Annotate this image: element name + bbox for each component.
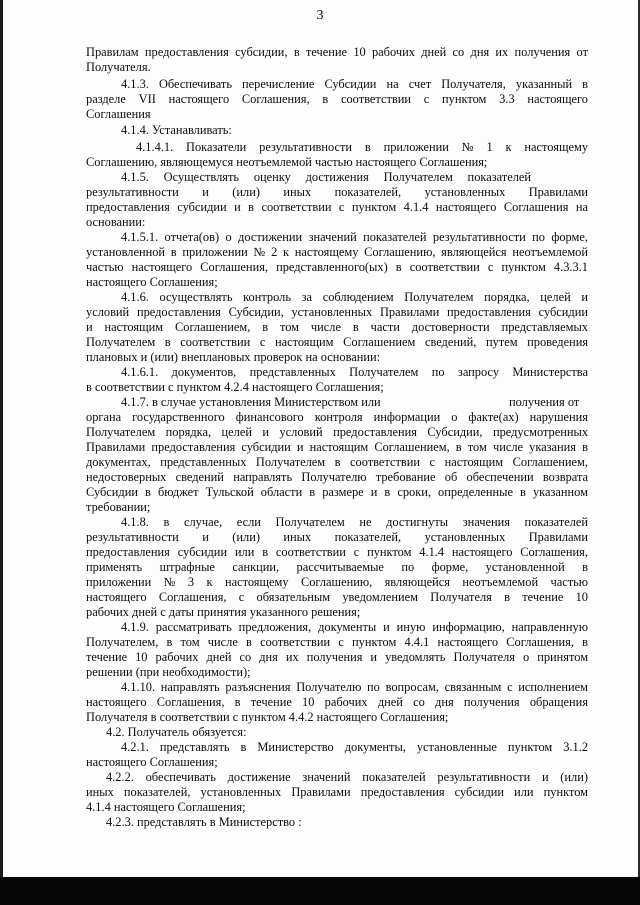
text-line: в соответствии с пунктом 4.2.4 настоящего Соглашения; (86, 380, 384, 394)
text-line: Субсидии в бюджет Тульской области в размере и в сроки, определенные в указанном (86, 485, 588, 499)
text-line: 4.1.9. рассматривать предложения, документы и иную информацию, направленную (121, 620, 588, 634)
scan-edge-left (0, 0, 3, 905)
text-line: установленной в приложении № 2 к настоящему Соглашению, являющейся неотъемлемой (86, 245, 589, 259)
text-line: результативности и (или) иных показателей, установленных Правилами (86, 185, 589, 199)
text-line: Получателя в соответствии с пунктом 4.4.2 настоящего Соглашения; (86, 710, 449, 724)
text-line: 4.2. Получатель обязуется: (106, 725, 247, 739)
text-line: плановых и (или) внеплановых проверок на основании: (86, 350, 381, 364)
text-line: Получателем, в том числе в соответствии с пунктом 4.4.1 настоящего Соглашения, в (86, 635, 589, 649)
text-line: частью настоящего Соглашения, представленного(ых) в соответствии с пунктом 4.3.3.1 (86, 260, 588, 274)
text-line: настоящего Соглашения; (86, 275, 218, 289)
text-line: Получателем в соответствии с настоящим Соглашением сведений, путем проведения (86, 335, 589, 349)
scan-bottom-band (0, 877, 640, 905)
text-line: недостоверных сведений направлять Получателю требование об обеспечении возврата (86, 470, 589, 484)
text-line: Правилами предоставления субсидии и настоящим Соглашением, в том числе указания в (86, 440, 588, 454)
text-line: приложении № 3 к настоящему Соглашению, являющейся неотъемлемой частью (86, 575, 589, 589)
text-line: требовании; (86, 500, 151, 514)
text-line: разделе VII настоящего Соглашения, в соответствии с пунктом 3.3 настоящего (86, 92, 588, 106)
text-line: 4.1.10. направлять разъяснения Получателю по вопросам, связанным с исполнением (121, 680, 588, 694)
text-line: настоящего Соглашения, в течение 10 рабочих дней со дня получения обращения (86, 695, 589, 709)
text-line: 4.1.5. Осуществлять оценку достижения Получателем показателей (121, 170, 532, 184)
text-line: течение 10 рабочих дней со дня их получения и уведомлять Получателя о принятом (86, 650, 589, 664)
text-line: документах, представленных Получателем в соответствии с настоящим Соглашением, (86, 455, 588, 469)
page-number: 3 (316, 8, 324, 23)
text-line: 4.2.1. представлять в Министерство документы, установленные пунктом 3.1.2 (121, 740, 589, 754)
text-line: Получателем порядка, целей и условий предоставления Субсидии, предусмотренных (86, 425, 589, 439)
text-line: 4.1.6.1. документов, представленных Получателем по запросу Министерства (121, 365, 588, 379)
text-line: рабочих дней с даты принятия указанного решения; (86, 605, 361, 619)
text-line: применять штрафные санкции, рассчитываемые по форме, установленной в (86, 560, 588, 574)
text-line: 4.2.3. представлять в Министерство : (106, 815, 302, 829)
text-line: Соглашению, являющемуся неотъемлемой частью настоящего Соглашения; (86, 155, 488, 169)
text-line: Правилам предоставления субсидии, в течение 10 рабочих дней со дня их получения от (86, 45, 588, 59)
text-line: настоящего Соглашения, с обязательным уведомлением Получателя в течение 10 (86, 590, 588, 604)
text-line: 4.1.4 настоящего Соглашения; (86, 800, 246, 814)
text-line: условий предоставления Субсидии, установленных Правилами предоставления субсидии (86, 305, 588, 319)
text-line: результативности и (или) иных показателей, установленных Правилами (86, 530, 589, 544)
text-line: 4.1.4.1. Показатели результативности в приложении № 1 к настоящему (136, 140, 589, 154)
text-line: предоставления субсидии и в соответствии с пунктом 4.1.4 настоящего Соглашения на (86, 200, 589, 214)
text-line: иных показателей, установленных Правилами предоставления субсидии или пунктом (86, 785, 589, 799)
text-line: 4.1.8. в случае, если Получателем не достигнуты значения показателей (121, 515, 589, 529)
text-line: органа государственного финансового контроля информации о факте(ах) нарушения (86, 410, 588, 424)
text-line: настоящего Соглашения; (86, 755, 218, 769)
text-line: Получателя. (86, 60, 151, 74)
text-line: основании: (86, 215, 146, 229)
text-line: 4.1.3. Обеспечивать перечисление Субсидии на счет Получателя, указанный в (121, 77, 589, 91)
text-line: решении (при необходимости); (86, 665, 251, 679)
text-line: Соглашения (86, 107, 151, 121)
text-line: предоставления субсидии или в соответствии с пунктом 4.1.4 настоящего Соглашения, (86, 545, 588, 559)
text-line: 4.1.5.1. отчета(ов) о достижении значений показателей результативности по форме, (121, 230, 588, 244)
text-line: 4.1.4. Устанавливать: (121, 123, 232, 137)
text-line: 4.1.7. в случае установления Министерством или (121, 395, 381, 409)
text-line: и настоящим Соглашением, в том числе в части достоверности представляемых (86, 320, 589, 334)
text-line: 4.2.2. обеспечивать достижение значений показателей результативности и (или) (106, 770, 588, 784)
text-line: получения от (509, 395, 580, 409)
text-line: 4.1.6. осуществлять контроль за соблюдением Получателем порядка, целей и (121, 290, 589, 304)
